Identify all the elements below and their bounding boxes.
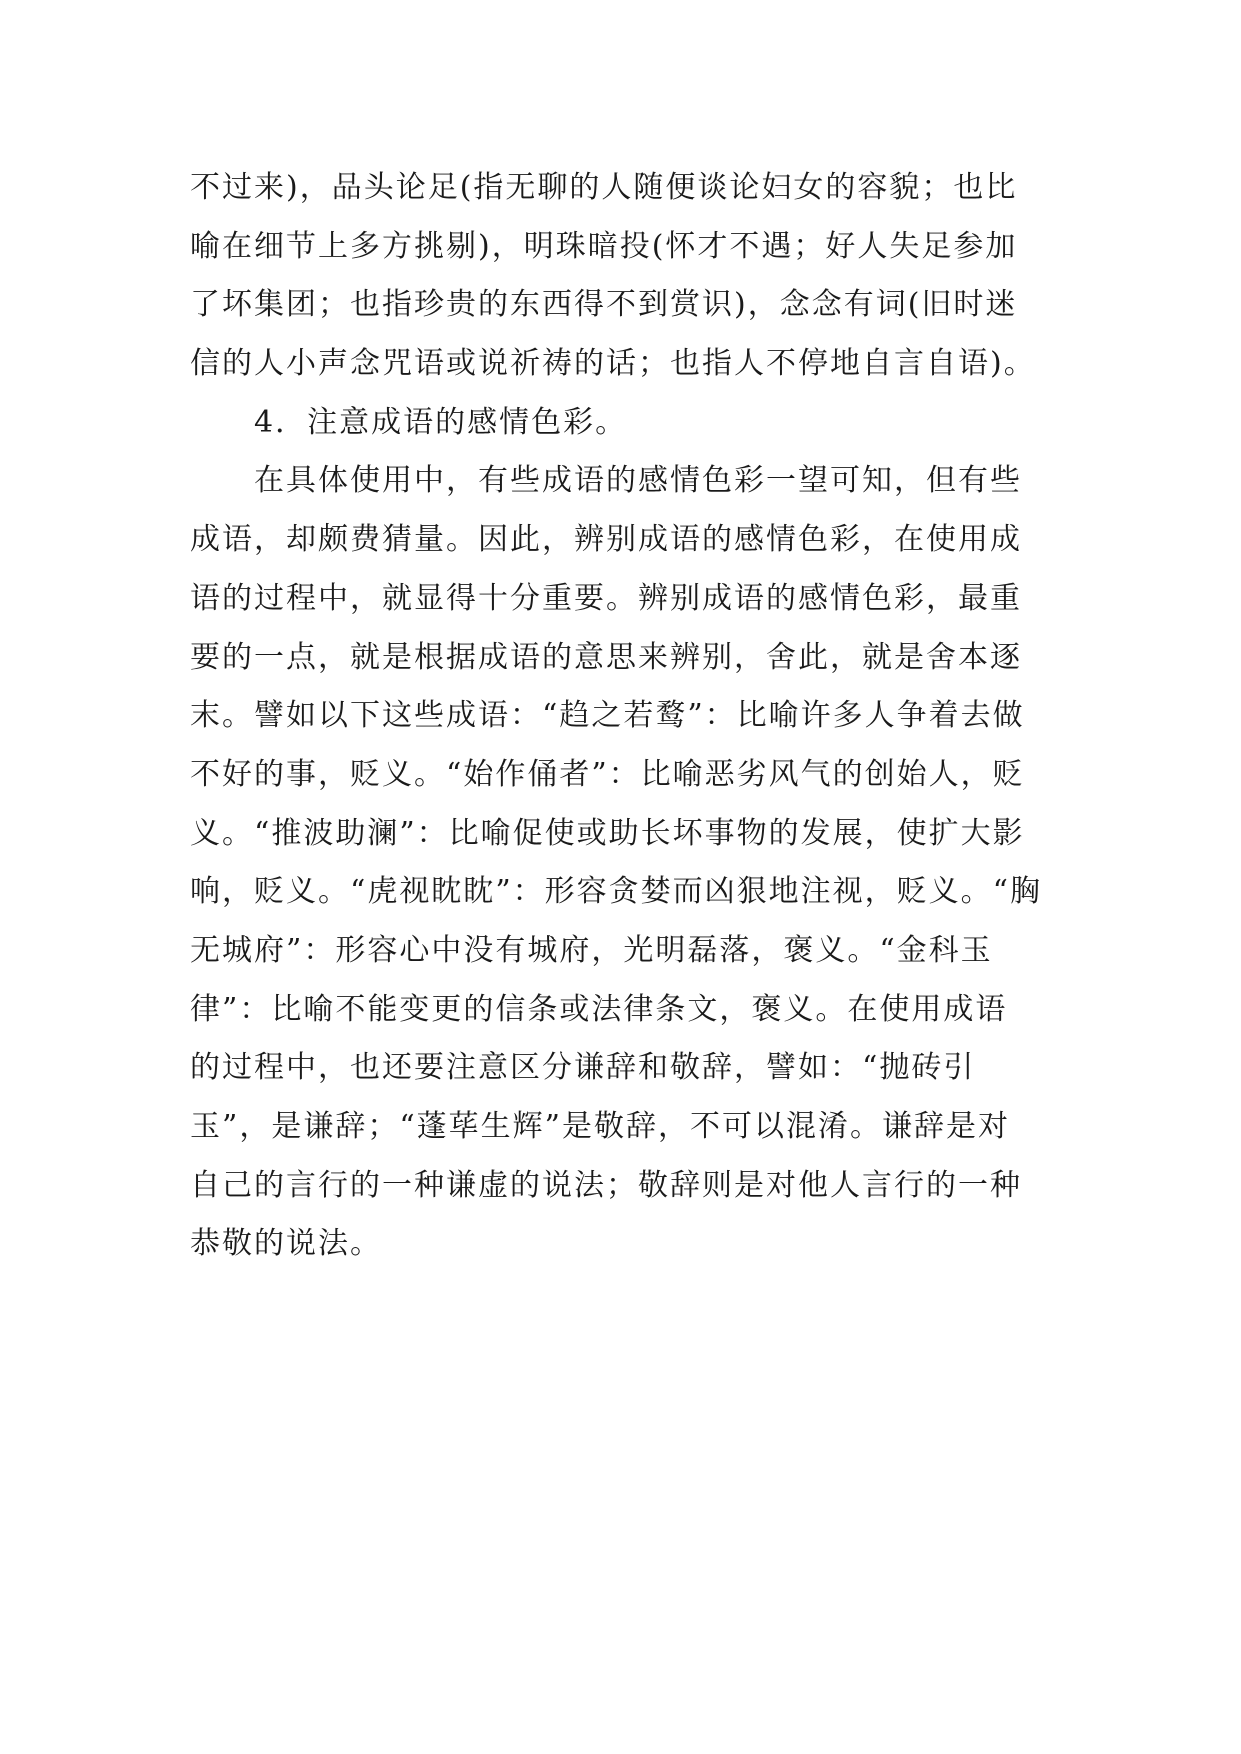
text-line: 恭敬的说法。 [190, 1226, 382, 1262]
text-line: 响，贬义。“虎视眈眈”：形容贪婪而凶狠地注视，贬义。“胸 [190, 874, 1043, 910]
text-line: 在具体使用中，有些成语的感情色彩一望可知，但有些 [254, 463, 1022, 499]
text-line: 要的一点，就是根据成语的意思来辨别，舍此，就是舍本逐 [190, 639, 1022, 675]
text-line: 无城府”：形容心中没有城府，光明磊落，褒义。“金科玉 [190, 932, 993, 968]
text-line: 不好的事，贬义。“始作俑者”：比喻恶劣风气的创始人，贬 [190, 756, 1025, 792]
text-line: 了坏集团；也指珍贵的东西得不到赏识)，念念有词(旧时迷 [190, 287, 1018, 323]
text-line: 律”：比喻不能变更的信条或法律条文，褒义。在使用成语 [190, 991, 1008, 1027]
text-line: 成语，却颇费猜量。因此，辨别成语的感情色彩，在使用成 [190, 522, 1022, 558]
text-line: 的过程中，也还要注意区分谦辞和敬辞，譬如：“抛砖引 [190, 1050, 976, 1086]
text-line: 末。譬如以下这些成语：“趋之若鹜”：比喻许多人争着去做 [190, 698, 1025, 734]
text-line: 语的过程中，就显得十分重要。辨别成语的感情色彩，最重 [190, 580, 1022, 616]
text-line: 不过来)，品头论足(指无聊的人随便谈论妇女的容貌；也比 [190, 170, 1018, 205]
text-line: 信的人小声念咒语或说祈祷的话；也指人不停地自言自语)。 [190, 346, 1036, 382]
body-text [190, 159, 1070, 1274]
section-heading: 4．注意成语的感情色彩。 [254, 404, 628, 440]
text-line: 自己的言行的一种谦虚的说法；敬辞则是对他人言行的一种 [190, 1167, 1022, 1203]
text-line: 玉”，是谦辞；“蓬荜生辉”是敬辞，不可以混淆。谦辞是对 [190, 1109, 1011, 1144]
text-line: 喻在细节上多方挑剔)，明珠暗投(怀才不遇；好人失足参加 [190, 228, 1018, 264]
text-line: 义。“推波助澜”：比喻促使或助长坏事物的发展，使扩大影 [190, 815, 1025, 851]
